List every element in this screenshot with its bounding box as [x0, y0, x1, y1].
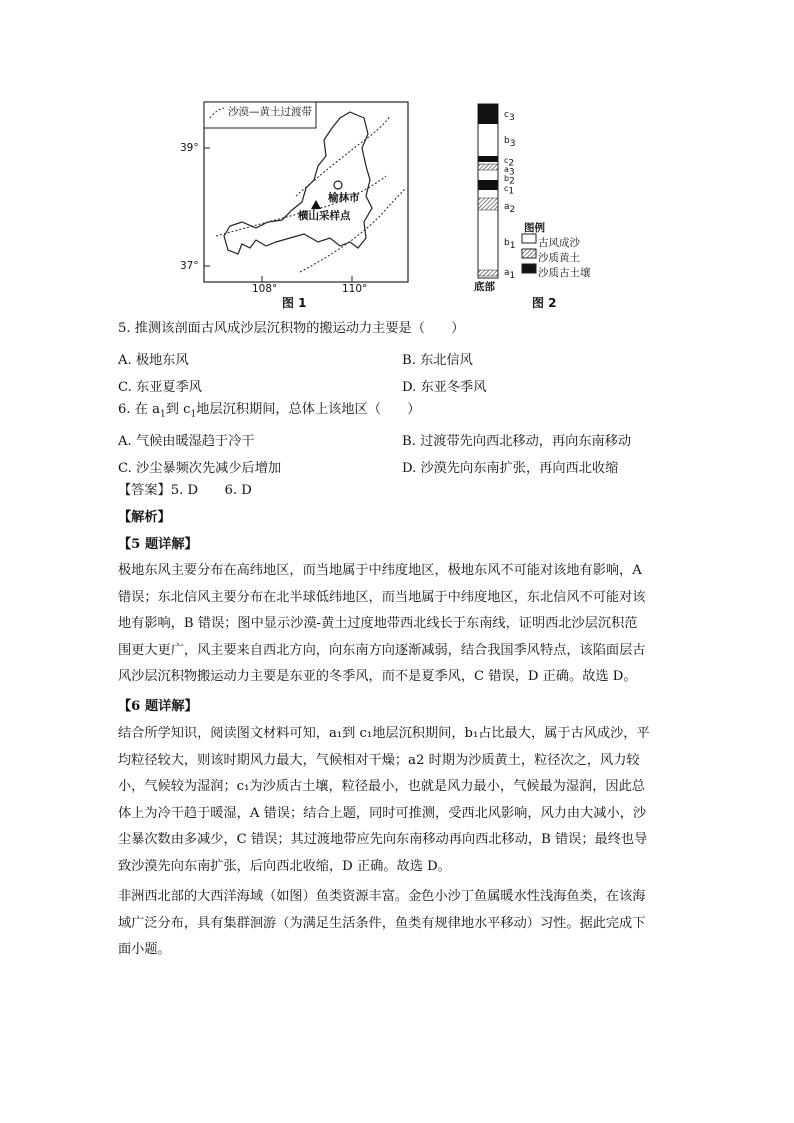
q5-detail-heading: 【5 题详解】	[118, 537, 198, 552]
q5-explanation	[118, 558, 680, 691]
q5-option-b: B. 东北信风	[402, 353, 473, 368]
q5-stem: 5. 推测该剖面古风成沙层沉积物的搬运动力主要是（ ）	[118, 321, 465, 336]
q6-line: 结合所学知识，阅读图文材料可知，a₁到 c₁地层沉积期间，b₁占比最大，属于古风成沙，平	[118, 726, 650, 741]
layer-b1: $b_1$	[504, 238, 516, 251]
q6-stem: 6. 在 $a_1$到 $c_1$地层沉积期间，总体上该地区（ ）	[118, 402, 421, 420]
q6-detail-heading: 【6 题详解】	[118, 699, 198, 714]
q5-option-c: C. 东亚夏季风	[118, 380, 202, 395]
city-label: 榆林市	[328, 192, 360, 204]
layer-c3: $c_3$	[504, 110, 515, 123]
lat-39-label: 39°	[180, 142, 199, 154]
figure-area	[180, 96, 630, 311]
material-line: 面小题。	[118, 942, 171, 958]
figure1-caption: 图 1	[282, 296, 307, 310]
layer-c2: $c_2$	[504, 156, 515, 169]
material-line: 非洲西北部的大西洋海域（如图）鱼类资源丰富。金色小沙丁鱼属暖水性浅海鱼类，在该海	[118, 889, 646, 904]
q6-line: 致沙漠先向东南扩张，后向西北收缩，D 正确。故选 D。	[118, 858, 451, 874]
answer-line: 【答案】5. D 6. D	[118, 483, 252, 498]
q6-line: 尘暴次数由多减少，C 错误；其过渡地带应先向东南移动再向西北移动，B 错误；最终也导	[118, 832, 648, 848]
map-legend-label: 沙漠—黄土过渡带	[228, 106, 312, 118]
q6-option-a: A. 气候由暖湿趋于冷干	[118, 434, 255, 449]
layer-c1: $c_1$	[504, 184, 515, 197]
q6-line: 体上为冷干趋于暖湿，A 错误；结合上题，同时可推测，受西北风影响，风力由大减小，沙	[118, 805, 647, 821]
legend-item-loess: 沙质黄土	[538, 252, 580, 264]
lat-37-label: 37°	[180, 260, 199, 272]
q5-line: 极地东风主要分布在高纬地区，而当地属于中纬度地区，极地东风不可能对该地有影响，A	[118, 563, 642, 578]
q5-option-a: A. 极地东风	[118, 353, 189, 368]
q6-line: 小，气候较为湿润；c₁为沙质古土壤，粒径最小，也就是风力最小，气候最为湿润，因此总	[118, 779, 645, 795]
legend-item-sand: 古风成沙	[538, 237, 580, 249]
bottom-label: 底部	[474, 281, 495, 293]
layer-a2: $a_2$	[504, 202, 516, 215]
q6-option-d: D. 沙漠先向东南扩张，再向西北收缩	[402, 461, 619, 476]
site-label: 横山采样点	[298, 210, 351, 222]
material-line: 域广泛分布，具有集群洄游（为满足生活条件，鱼类有规律地水平移动）习性。据此完成下	[118, 915, 646, 931]
figure2-caption: 图 2	[532, 296, 557, 310]
legend-title: 图例	[524, 222, 545, 234]
q5-line: 围更大更广，风主要来自西北方向，向东南方向逐渐减弱，结合我国季风特点，该陷面层古	[118, 642, 646, 658]
layer-a1: $a_1$	[504, 268, 516, 281]
lon-108-label: 108°	[252, 283, 278, 295]
q6-explanation	[118, 721, 680, 881]
q5-line: 错误；东北信风主要分布在北半球低纬地区，而当地属于中纬度地区，东北信风不可能对该	[118, 589, 646, 605]
q6-line: 均粒径较大，则该时期风力最大，气候相对干燥；a2 时期为沙质黄土，粒径次之，风力较	[118, 752, 640, 768]
layer-b3: $b_3$	[504, 136, 516, 149]
analysis-heading: 【解析】	[118, 510, 171, 525]
q6-option-c: C. 沙尘暴频次先减少后增加	[118, 461, 282, 476]
layer-a3: $a_3$	[504, 165, 515, 178]
q5-option-d: D. 东亚冬季风	[402, 380, 487, 395]
q5-line: 风沙层沉积物搬运动力主要是东亚的冬季风，而不是夏季风，C 错误，D 正确。故选 D。	[118, 669, 637, 685]
q5-line: 地有影响，B 错误；图中显示沙漠-黄土过度地带西北线长于东南线，证明西北沙层沉积范	[118, 616, 638, 632]
layer-b2: $b_2$	[504, 174, 515, 187]
legend-item-paleosol: 沙质古土壤	[538, 267, 591, 279]
material-paragraph	[118, 884, 680, 964]
lon-110-label: 110°	[342, 283, 368, 295]
figure1-map	[180, 96, 420, 296]
q6-option-b: B. 过渡带先向西北移动，再向东南移动	[402, 434, 632, 449]
